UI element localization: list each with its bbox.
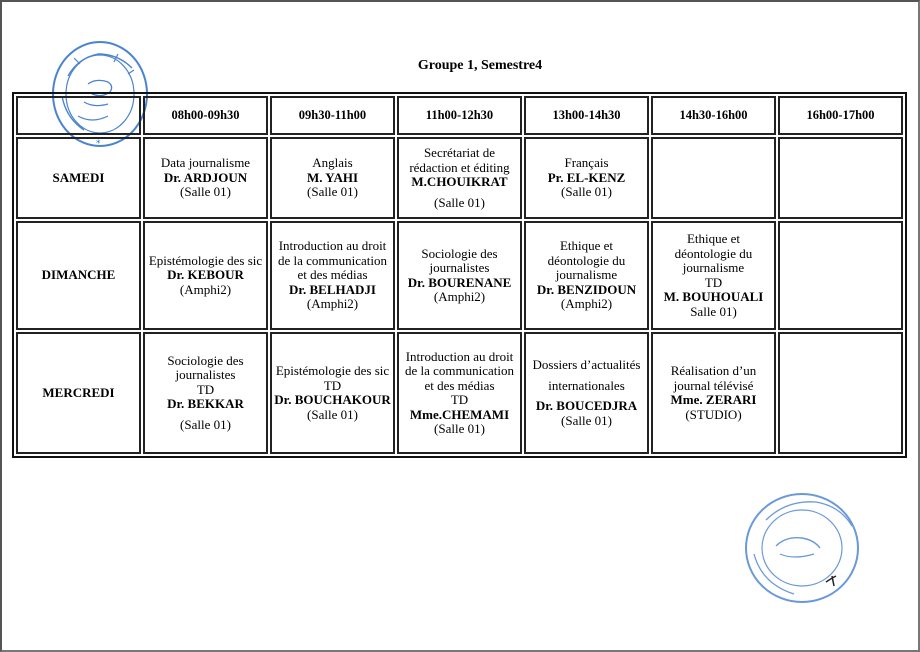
empty-cell [778, 221, 903, 330]
course-name-line: Ethique et [559, 238, 614, 254]
course-cell [524, 221, 649, 330]
teacher-name: Dr. BELHADJI [289, 281, 376, 297]
room: (Salle 01) [180, 416, 231, 432]
teacher-name: Dr. ARDJOUN [163, 169, 248, 185]
svg-text:*: * [96, 139, 101, 149]
course-cell [143, 332, 268, 454]
teacher-name: Dr. KEBOUR [167, 267, 244, 283]
course-name-line: déontologie du [674, 245, 753, 261]
course-name-line: Dossiers d’actualités [532, 357, 641, 372]
empty-cell [778, 332, 903, 454]
room: (Salle 01) [307, 184, 358, 200]
course-name-line: Sociologie des [167, 352, 244, 368]
course-name-line: Introduction au droit [405, 348, 514, 364]
session-type: TD [323, 377, 342, 393]
course-name-line: rédaction et éditing [409, 159, 510, 175]
room: (Salle 01) [561, 412, 612, 428]
room: (Amphi2) [179, 281, 232, 297]
course-name: Epistémologie des sic [148, 252, 263, 268]
course-cell [651, 221, 776, 330]
course-name-line: et des médias [424, 377, 495, 393]
teacher-name: Mme.CHEMAMI [409, 406, 510, 422]
course-name: Anglais [312, 155, 353, 171]
corner-cell [16, 96, 141, 135]
course-cell [524, 137, 649, 219]
day-label: SAMEDI [16, 137, 141, 219]
time-slot-header: 09h30-11h00 [270, 96, 395, 135]
teacher-name: Dr. BEKKAR [167, 396, 244, 412]
day-label: MERCREDI [16, 332, 141, 454]
day-label: DIMANCHE [16, 221, 141, 330]
course-name: Data journalisme [160, 155, 251, 171]
session-type: TD [704, 274, 723, 290]
course-name-line: de la communication [277, 252, 388, 268]
course-name-line: et des médias [297, 267, 368, 283]
room: (Salle 01) [307, 406, 358, 422]
course-cell [270, 221, 395, 330]
empty-cell [651, 137, 776, 219]
schedule-table [12, 92, 907, 458]
course-name-line: Sociologie des [421, 245, 498, 261]
time-slot-header: 13h00-14h30 [524, 96, 649, 135]
time-slot-header: 16h00-17h00 [778, 96, 903, 135]
course-name: Français [564, 155, 609, 171]
course-cell [397, 332, 522, 454]
course-cell [143, 221, 268, 330]
day-row-dimanche [16, 221, 903, 330]
day-row-mercredi [16, 332, 903, 454]
room: (Salle 01) [180, 184, 231, 200]
teacher-name: M. YAHI [306, 169, 359, 185]
time-slot-header: 08h00-09h30 [143, 96, 268, 135]
room: (STUDIO) [685, 406, 742, 422]
course-name-line: journal télévisé [673, 377, 754, 393]
course-name-line: Réalisation d’un [670, 363, 757, 378]
page-title: Groupe 1, Semestre4 [417, 58, 543, 73]
session-type: TD [196, 381, 215, 397]
time-slot-header: 14h30-16h00 [651, 96, 776, 135]
course-cell [143, 137, 268, 219]
course-cell [397, 221, 522, 330]
official-stamp-bottom [740, 490, 862, 606]
room: (Amphi2) [306, 296, 359, 312]
empty-cell [778, 137, 903, 219]
teacher-name: Dr. BOUCEDJRA [535, 398, 638, 413]
course-name-line: journalisme [555, 267, 618, 283]
room: (Salle 01) [434, 421, 485, 436]
course-name: Epistémologie des sic [275, 363, 390, 378]
teacher-name: Mme. ZERARI [670, 392, 757, 407]
room: (Amphi2) [560, 296, 613, 312]
time-slot-header: 11h00-12h30 [397, 96, 522, 135]
teacher-name: Pr. EL-KENZ [547, 169, 626, 185]
room: Salle 01) [690, 303, 737, 319]
header-row [16, 96, 903, 135]
teacher-name: Dr. BOUCHAKOUR [274, 392, 391, 407]
teacher-name: Dr. BENZIDOUN [536, 281, 637, 297]
session-type: TD [450, 392, 469, 407]
course-name-line: journalistes [175, 367, 236, 383]
course-name-line: Ethique et [686, 231, 741, 246]
course-cell [270, 137, 395, 219]
course-name-line: journalistes [429, 260, 490, 275]
course-cell [651, 332, 776, 454]
course-cell [397, 137, 522, 219]
course-name-line: Introduction au droit [278, 238, 387, 254]
course-name-line: journalisme [682, 260, 745, 275]
teacher-name: M. BOUHOUALI [663, 289, 764, 304]
course-name-line: internationales [548, 377, 625, 393]
room: (Salle 01) [434, 194, 485, 210]
room: (Salle 01) [561, 184, 612, 200]
course-name-line: Secrétariat de [423, 145, 496, 160]
teacher-name: Dr. BOURENANE [407, 274, 512, 290]
course-name-line: déontologie du [547, 252, 626, 268]
room: (Amphi2) [433, 289, 486, 304]
day-row-samedi [16, 137, 903, 219]
teacher-name: M.CHOUIKRAT [411, 174, 508, 189]
course-name-line: de la communication [404, 363, 515, 378]
course-cell [524, 332, 649, 454]
course-cell [270, 332, 395, 454]
